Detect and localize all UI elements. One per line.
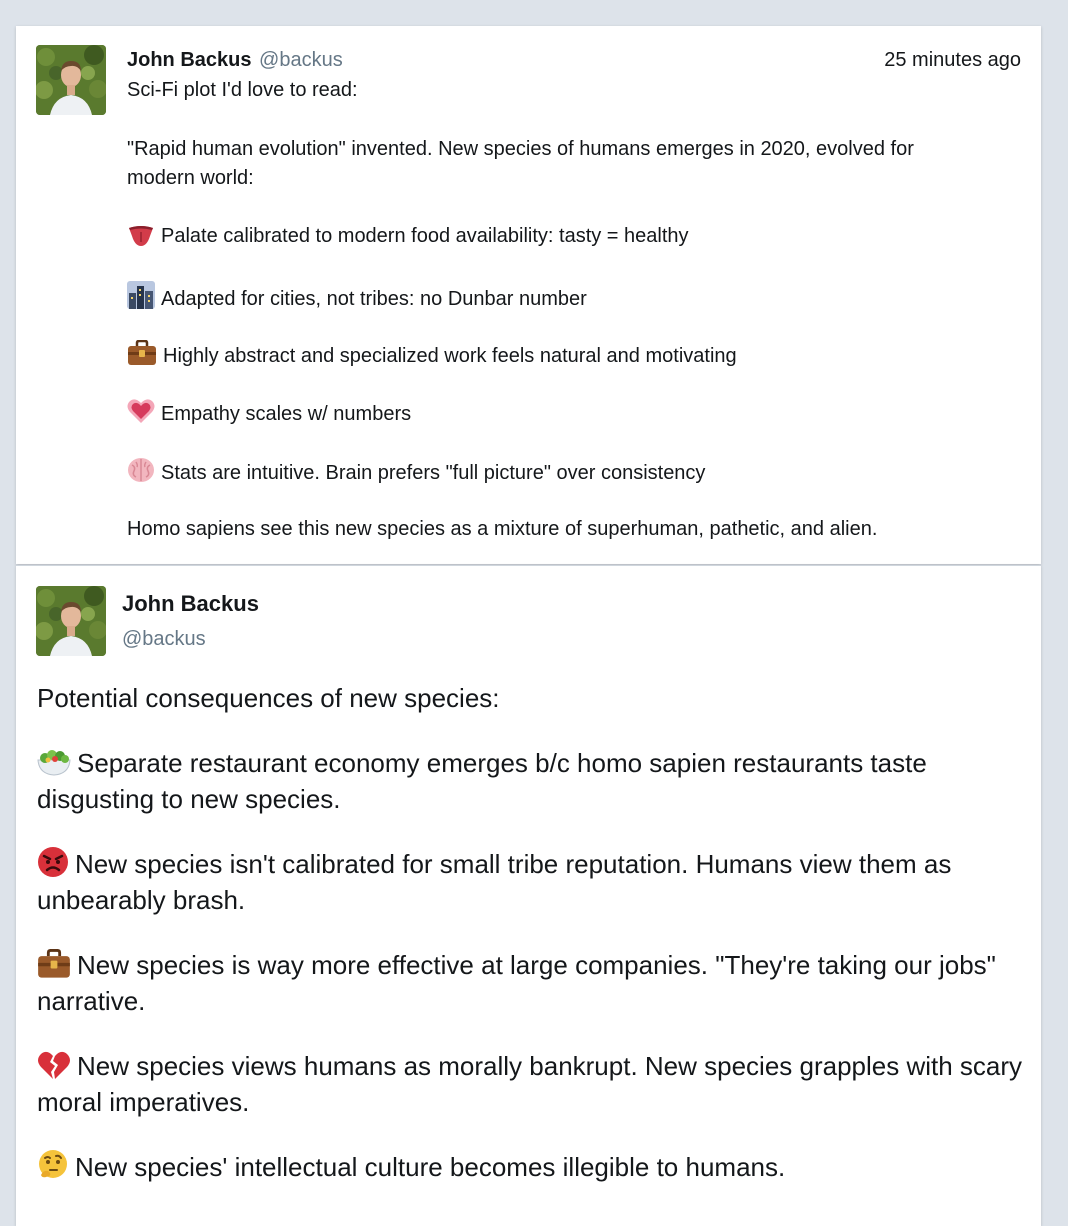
- list-item: [37, 745, 1027, 818]
- list-item-text: Adapted for cities, not tribes: no Dunbar number: [161, 288, 587, 311]
- main-tweet-card: [16, 565, 1041, 1226]
- list-item: [37, 1048, 1027, 1121]
- growing-heart-emoji: [127, 398, 155, 424]
- list-item-text: New species views humans as morally bankrupt. New species grapples with scary moral imperatives.: [37, 1050, 1023, 1117]
- cityscape-emoji: [127, 281, 155, 309]
- list-item-text: New species is way more effective at large companies. "They're taking our jobs" narrative.: [37, 949, 996, 1016]
- list-item-text: Stats are intuitive. Brain prefers "full picture" over consistency: [161, 461, 706, 484]
- list-item: [127, 281, 1007, 310]
- tweet-line: Sci-Fi plot I'd love to read:: [127, 79, 358, 101]
- tweet-text: [37, 680, 1027, 1213]
- tweet-text: [127, 76, 1007, 545]
- timestamp[interactable]: 25 minutes ago: [884, 49, 1021, 71]
- angry-face-emoji: [37, 846, 69, 878]
- list-item: [37, 1149, 1027, 1186]
- list-item-text: Highly abstract and specialized work feels natural and motivating: [163, 344, 737, 367]
- tweet-line: "Rapid human evolution" invented. New species of humans emerges in 2020, evolved for: [127, 137, 914, 160]
- briefcase-emoji: [37, 949, 71, 979]
- author-name[interactable]: John Backus: [122, 591, 259, 616]
- list-item: [127, 222, 1007, 251]
- tweet-line: modern world:: [127, 166, 254, 189]
- author-handle[interactable]: @backus: [122, 628, 206, 650]
- list-item: [127, 340, 1007, 369]
- list-item-text: Separate restaurant economy emerges b/c homo sapien restaurants taste disgusting to new species.: [37, 747, 927, 814]
- broken-heart-emoji: [37, 1050, 71, 1080]
- tweet-line: Homo sapiens see this new species as a mixture of superhuman, pathetic, and alien.: [127, 518, 878, 541]
- briefcase-emoji: [127, 340, 157, 366]
- brain-emoji: [127, 457, 155, 483]
- avatar[interactable]: [36, 45, 106, 115]
- list-item: [37, 947, 1027, 1020]
- list-item: [37, 846, 1027, 919]
- parent-tweet-card[interactable]: [16, 26, 1041, 564]
- avatar[interactable]: [36, 586, 106, 656]
- list-item: [127, 398, 1007, 427]
- list-item-text: Palate calibrated to modern food availability: tasty = healthy: [161, 225, 689, 248]
- tongue-emoji: [127, 224, 155, 246]
- list-item-text: New species isn't calibrated for small tribe reputation. Humans view them as unbearably brash.: [37, 848, 952, 915]
- list-item-text: New species' intellectual culture becomes illegible to humans.: [75, 1151, 786, 1182]
- tweet-line: Potential consequences of new species:: [37, 683, 500, 713]
- salad-emoji: [37, 747, 71, 777]
- author-name[interactable]: John Backus: [127, 49, 252, 71]
- list-item-text: Empathy scales w/ numbers: [161, 403, 412, 426]
- list-item: [127, 457, 1007, 486]
- author-handle[interactable]: @backus: [259, 49, 343, 71]
- thinking-face-emoji: [37, 1149, 69, 1181]
